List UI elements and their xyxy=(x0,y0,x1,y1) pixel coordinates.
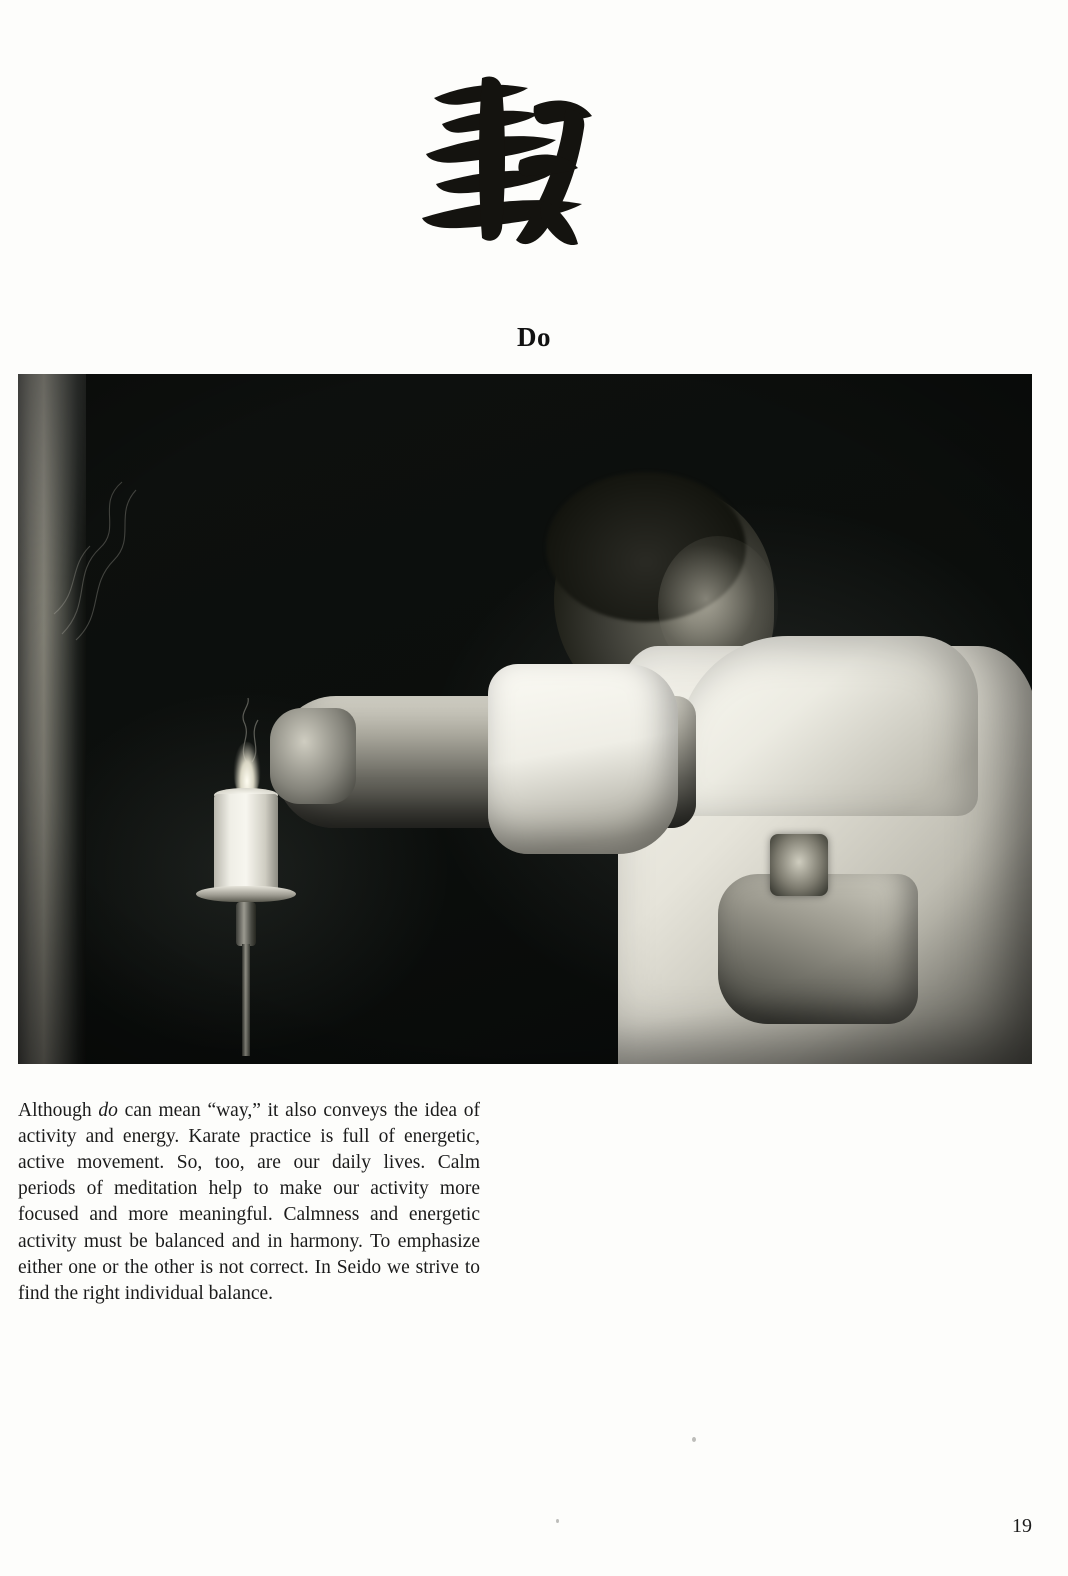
candle-stem-lower xyxy=(242,944,250,1056)
page-number: 19 xyxy=(1012,1515,1032,1537)
paragraph-lead: Although xyxy=(18,1099,99,1121)
page-title: Do xyxy=(517,322,551,352)
paragraph-italic-term: do xyxy=(98,1099,118,1121)
body-paragraph xyxy=(18,1098,480,1308)
karateka-figure xyxy=(18,374,1032,1064)
gi-shoulder xyxy=(678,636,978,816)
candle-dish xyxy=(196,886,296,902)
do-kanji-calligraphy xyxy=(396,62,612,272)
candle-body xyxy=(214,794,278,894)
candle-stem-upper xyxy=(236,902,256,946)
print-speck xyxy=(556,1519,559,1523)
lower-arm xyxy=(718,874,918,1024)
gi-sleeve xyxy=(488,664,678,854)
seido-crest-patch xyxy=(770,834,828,896)
karateka-extinguishing-candle-photograph xyxy=(18,374,1032,1064)
paragraph-rest: can mean “way,” it also conveys the idea of activity and energy. Karate practice is full of energetic, active movement. So, too, are our daily lives. Calm periods of meditation help to make our activity more focused and more meaningful. Calmness and energetic activity must be balanced and in harmony. To emphasize either one or the other is not correct. In Seido we strive to find the right individual balance. xyxy=(18,1099,480,1304)
print-speck xyxy=(692,1437,696,1442)
candle-and-holder xyxy=(196,754,306,1054)
